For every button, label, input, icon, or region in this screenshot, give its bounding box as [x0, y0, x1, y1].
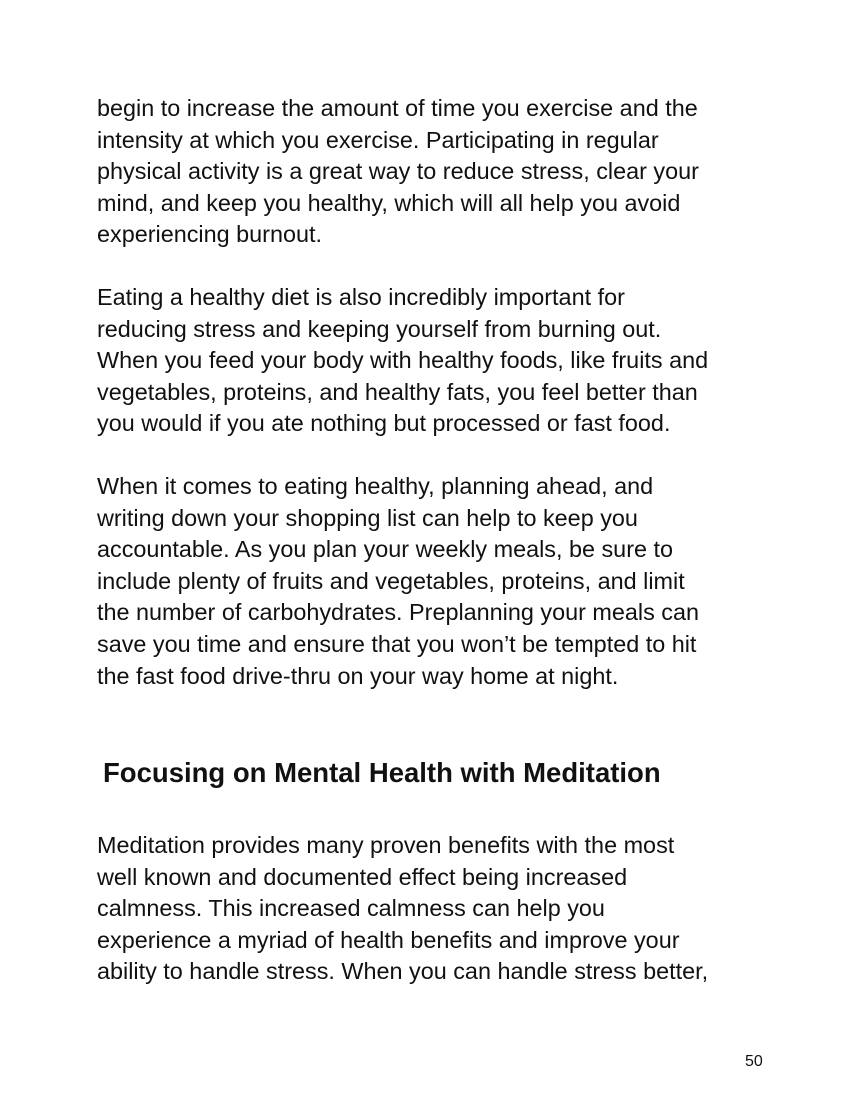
body-paragraph	[97, 282, 777, 440]
text-line: vegetables, proteins, and healthy fats, you feel better than	[97, 378, 698, 405]
text-line: the number of carbohydrates. Preplanning your meals can	[97, 599, 700, 626]
page-number: 50	[745, 1053, 763, 1070]
text-line: writing down your shopping list can help to keep you	[97, 504, 638, 531]
text-line: physical activity is a great way to reduce stress, clear your	[97, 158, 699, 185]
text-line: ability to handle stress. When you can handle stress better,	[97, 958, 709, 985]
body-paragraph	[97, 471, 777, 692]
text-line: calmness. This increased calmness can help you	[97, 895, 605, 922]
text-line: include plenty of fruits and vegetables, proteins, and limit	[97, 567, 685, 594]
text-line: the fast food drive-thru on your way home at night.	[97, 662, 619, 689]
section-heading: Focusing on Mental Health with Meditation	[103, 757, 661, 788]
text-line: When you feed your body with healthy foods, like fruits and	[97, 347, 709, 374]
body-paragraph	[97, 830, 777, 988]
text-line: save you time and ensure that you won’t be tempted to hit	[97, 630, 697, 657]
text-line: reducing stress and keeping yourself from burning out.	[97, 315, 662, 342]
body-paragraph	[97, 93, 777, 251]
text-line: intensity at which you exercise. Participating in regular	[97, 126, 659, 153]
text-line: you would if you ate nothing but processed or fast food.	[97, 410, 671, 437]
text-line: When it comes to eating healthy, planning ahead, and	[97, 473, 654, 499]
text-line: accountable. As you plan your weekly meals, be sure to	[97, 536, 673, 563]
text-line: experience a myriad of health benefits and improve your	[97, 926, 680, 953]
text-line: begin to increase the amount of time you exercise and the	[97, 95, 698, 121]
text-line: mind, and keep you healthy, which will all help you avoid	[97, 189, 681, 216]
text-line: Meditation provides many proven benefits with the most	[97, 832, 675, 858]
text-line: Eating a healthy diet is also incredibly important for	[97, 284, 625, 310]
text-line: well known and documented effect being increased	[97, 863, 628, 890]
text-line: experiencing burnout.	[97, 221, 322, 248]
